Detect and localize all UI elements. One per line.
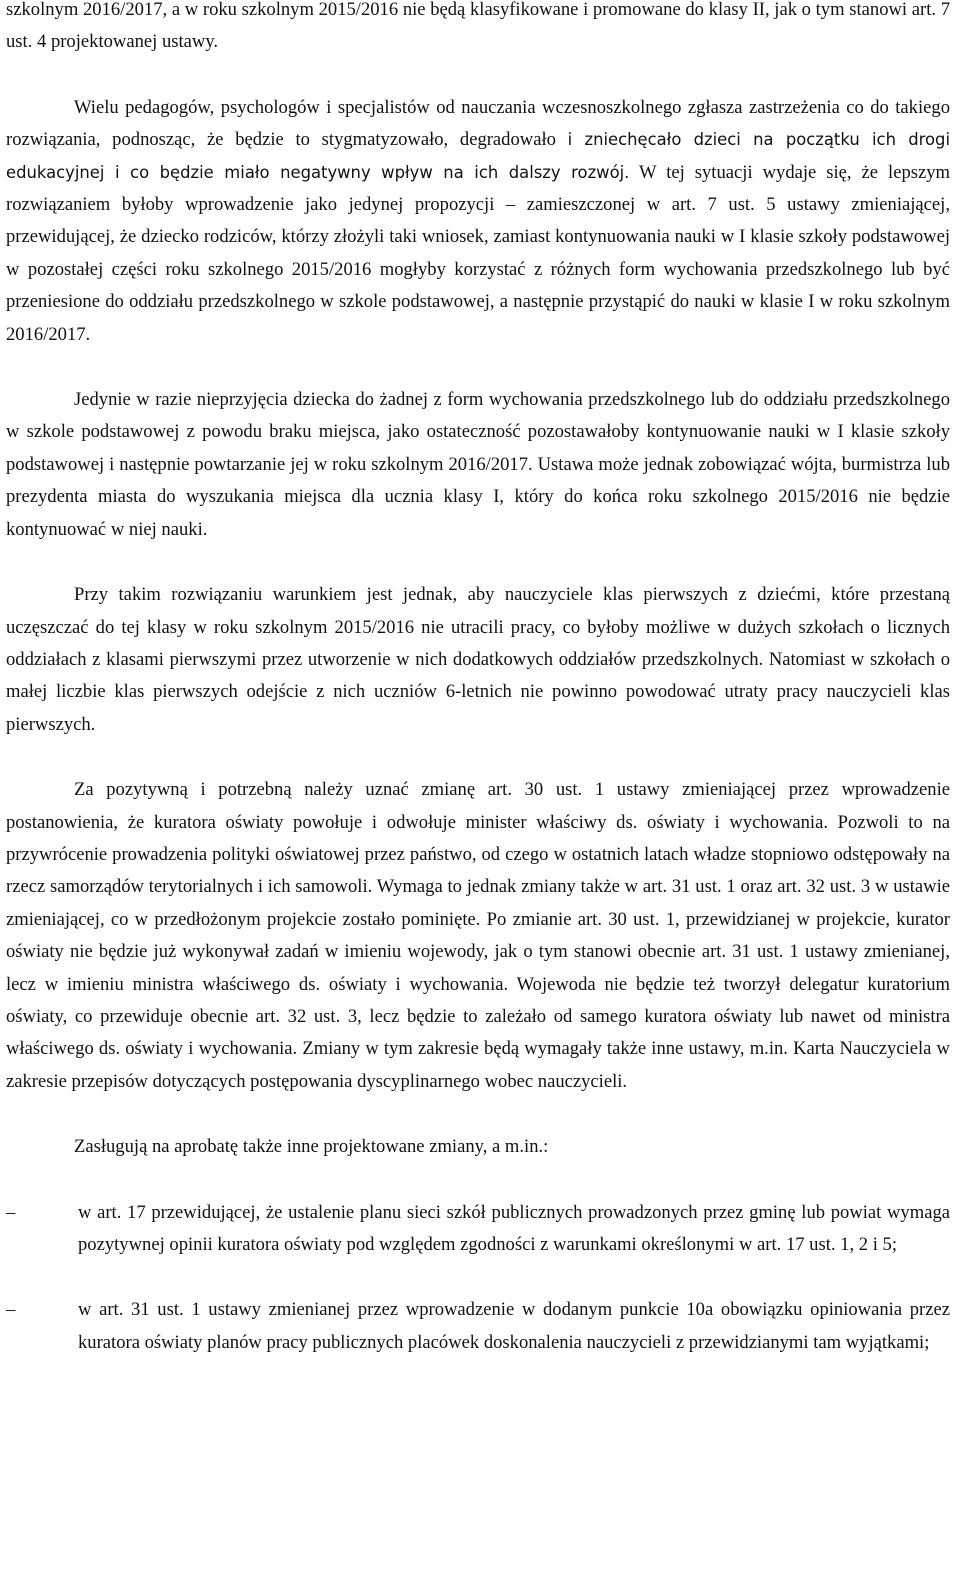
- paragraph-gap: [6, 59, 950, 92]
- paragraph-text: Wielu pedagogów, psychologów i specjalistów od nauczania wczesnoszkolnego zgłasza zastrzeżenia co do takiego rozwiązania, podnosząc, że będzie to stygmatyzowało, degradowało: [6, 96, 950, 151]
- list-item-text: w art. 31 ust. 1 ustawy zmienianej przez wprowadzenie w dodanym punkcie 10a obowiązku opiniowania przez kuratora oświaty planów pracy publicznych placówek doskonalenia nauczycieli z przewidzianymi tam wyjątkami;: [78, 1299, 950, 1353]
- paragraph-gap: [6, 741, 950, 774]
- dash-bullet: –: [6, 1299, 16, 1321]
- paragraph-continuation: szkolnym 2016/2017, a w roku szkolnym 2015/2016 nie będą klasyfikowane i promowane do klasy II, jak o tym stanowi art. 7 ust. 4 projektowanej ustawy.: [6, 0, 950, 53]
- document-page: [6, 0, 950, 1359]
- list-item-text: w art. 17 przewidującej, że ustalenie planu sieci szkół publicznych prowadzonych przez gminę lub powiat wymaga pozytywnej opinii kuratora oświaty pod względem zgodności z warunkami określonymi w art. 17 ust. 1, 2 i 5;: [78, 1201, 950, 1255]
- paragraph-text: 5 ustawy zmieniającej, przewidującej, że dziecko rodziców, którzy złożyli taki wniosek, zamiast kontynuowania nauki w I klasie szkoły podstawowej w pozostałej części roku szkolnego 2015/2016 mogłyby korzystać z różnych form wychowania przedszkolnego lub być przeniesione do oddziału przedszkolnego w szkole podstawowej, a następnie przystąpić do nauki w klasie I w roku szkolnym 2016/2017.: [6, 194, 950, 345]
- paragraph-text: W tej sytuacji wydaje się, że lepszym rozwiązaniem byłoby wprowadzenie jako jedynej propozycji – zamieszczonej w art. 7 ust.: [6, 161, 950, 216]
- list-item: [6, 1197, 950, 1262]
- paragraph-curator: Za pozytywną i potrzebną należy uznać zmianę art. 30 ust. 1 ustawy zmieniającej przez wprowadzenie postanowienia, że kuratora oświaty powołuje i odwołuje minister właściwy ds. oświaty i wychowania. Pozwoli to na przywrócenie prowadzenia polityki oświatowej przez państwo, od czego w ostatnich latach władze stopniowo odstępowały na rzecz samorządów terytorialnych i ich samowoli. Wymaga to jednak zmiany także w art. 31 ust. 1 oraz art. 32 ust. 3 w ustawie zmieniającej, co w przedłożonym projekcie zostało pominięte. Po zmianie art. 30 ust. 1, przewidzianej w projekcie, kurator oświaty nie będzie już wykonywał zadań w imieniu wojewody, jak o tym stanowi obecnie art. 31 ust. 1 ustawy zmienianej, lecz w imieniu ministra właściwego ds. oświaty i wychowania. Wojewoda nie będzie też tworzył delegatur kuratorium oświaty, co przewiduje obecnie art. 32 ust. 3, lecz będzie to zależało od samego kuratora oświaty lub nawet od ministra właściwego ds. oświaty i wychowania. Zmiany w tym zakresie będą wymagały także inne ustawy, m.in. Karta Nauczyciela w zakresie przepisów dotyczących postępowania dyscyplinarnego wobec nauczycieli.: [6, 779, 950, 1092]
- dash-bullet: –: [6, 1201, 16, 1223]
- paragraph-gap: [6, 351, 950, 384]
- list-item: [6, 1294, 950, 1359]
- paragraph-text-sans: i zniechęcało dzieci na początku ich drogi edukacyjnej i co będzie miało negatywny wpływ na ich dalszy rozwój.: [6, 130, 951, 182]
- paragraph-gap: [6, 1164, 950, 1197]
- paragraph-gap: [6, 546, 950, 579]
- paragraph-non-admission: Jedynie w razie nieprzyjęcia dziecka do żadnej z form wychowania przedszkolnego lub do oddziału przedszkolnego w szkole podstawowej z powodu braku miejsca, jako ostateczność pozostawałoby kontynuowanie nauki w I klasie szkoły podstawowej i następnie powtarzanie jej w roku szkolnym 2016/2017. Ustawa może jednak zobowiązać wójta, burmistrza lub prezydenta miasta do wyszukania miejsca dla ucznia klasy I, który do końca roku szkolnego 2015/2016 nie będzie kontynuować w niej nauki.: [6, 389, 950, 540]
- paragraph-gap: [6, 1261, 950, 1294]
- paragraph-approval-intro: Zasługują na aprobatę także inne projektowane zmiany, a m.in.:: [74, 1136, 549, 1158]
- paragraph-teachers: Przy takim rozwiązaniu warunkiem jest jednak, aby nauczyciele klas pierwszych z dziećmi, które przestaną uczęszczać do tej klasy w roku szkolnym 2015/2016 nie utracili pracy, co byłoby możliwe w dużych szkołach o licznych oddziałach z klasami pierwszymi przez utworzenie w nich dodatkowych oddziałów przedszkolnych. Natomiast w szkołach o małej liczbie klas pierwszych odejście z nich uczniów 6-letnich nie powinno powodować utraty pracy nauczycieli klas pierwszych.: [6, 584, 950, 735]
- paragraph-pedagogues: [6, 92, 950, 351]
- paragraph-gap: [6, 1098, 950, 1131]
